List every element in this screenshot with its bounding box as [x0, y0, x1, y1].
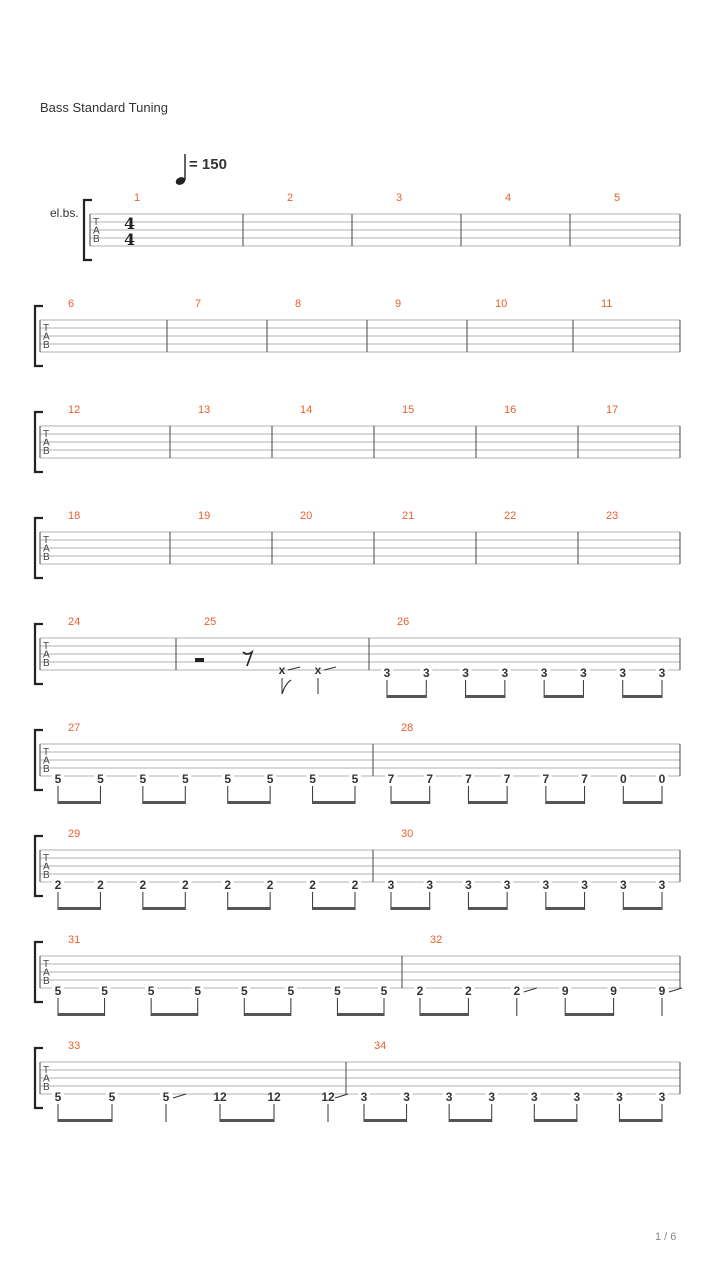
fret-number: 3 [616, 1090, 623, 1104]
tab-clef-letter: A [43, 649, 50, 661]
fret-number: 3 [383, 666, 391, 680]
tab-clef-letter: B [43, 1082, 50, 1093]
measure-number: 18 [68, 510, 81, 522]
fret-number: 3 [360, 1090, 368, 1104]
note-beam [337, 1013, 384, 1016]
note-beam [468, 801, 507, 804]
tab-clef-letter: A [43, 755, 50, 767]
fret-number: 3 [573, 1090, 581, 1104]
fret-number: 7 [581, 772, 588, 786]
tab-clef-letter: T [43, 323, 50, 334]
measure-number: 16 [504, 404, 517, 416]
tab-clef-letter: B [43, 870, 50, 881]
fret-number: 3 [422, 666, 430, 680]
measure-number: 15 [402, 404, 415, 416]
measure-number: 34 [374, 1040, 387, 1052]
measure-number: 20 [300, 510, 313, 522]
note-beam [391, 907, 430, 910]
fret-number: 2 [181, 878, 189, 892]
slide-mark [288, 667, 300, 670]
half-rest-icon [195, 658, 204, 662]
measure-number: 22 [504, 510, 517, 522]
tab-clef-letter: B [43, 340, 50, 351]
fret-number: 3 [542, 878, 550, 892]
measure-number: 26 [397, 616, 410, 628]
measure-number: 31 [68, 934, 81, 946]
tab-clef-letter: A [93, 225, 100, 237]
slide-mark [335, 1094, 348, 1098]
dead-note: x [314, 663, 322, 677]
tempo-marking: = 150 [189, 156, 227, 173]
fret-number: 3 [658, 666, 666, 680]
note-beam [244, 1013, 291, 1016]
fret-number: 3 [619, 878, 627, 892]
measure-number: 17 [606, 404, 619, 416]
tab-clef-letter: T [43, 853, 50, 864]
fret-number: 2 [351, 878, 359, 892]
fret-number: 2 [513, 984, 521, 998]
fret-number: 5 [101, 984, 108, 998]
fret-number: 9 [610, 984, 617, 998]
measure-number: 30 [401, 828, 414, 840]
measure-number: 7 [195, 298, 202, 310]
fret-number: 3 [580, 666, 587, 680]
fret-number: 3 [540, 666, 548, 680]
fret-number: 12 [213, 1090, 227, 1104]
measure-number: 3 [396, 192, 403, 204]
time-signature-top: 4 [124, 214, 136, 233]
fret-number: 12 [267, 1090, 281, 1104]
fret-number: 5 [380, 984, 388, 998]
fret-number: 5 [334, 984, 341, 998]
tab-clef-letter: T [43, 959, 50, 970]
fret-number: 3 [619, 666, 627, 680]
note-beam [58, 1119, 112, 1122]
fret-number: 9 [561, 984, 569, 998]
tab-clef-letter: A [43, 861, 50, 873]
measure-number: 5 [614, 192, 621, 204]
note-beam [58, 1013, 105, 1016]
fret-number: 3 [426, 878, 434, 892]
note-beam [364, 1119, 407, 1122]
tab-clef-letter: A [43, 1073, 50, 1085]
slide-mark [173, 1094, 186, 1098]
measure-number: 12 [68, 404, 81, 416]
tab-clef-letter: B [43, 446, 50, 457]
note-beam [623, 695, 662, 698]
note-beam [466, 695, 505, 698]
fret-number: 2 [416, 984, 424, 998]
fret-number: 5 [309, 772, 316, 786]
tab-clef-letter: T [43, 535, 50, 546]
note-beam [546, 907, 585, 910]
fret-number: 2 [224, 878, 232, 892]
fret-number: 5 [97, 772, 104, 786]
measure-number: 13 [198, 404, 211, 416]
measure-number: 11 [601, 298, 613, 310]
measure-number: 32 [430, 934, 443, 946]
tab-clef-letter: A [43, 967, 50, 979]
tab-clef-letter: B [43, 764, 50, 775]
measure-number: 29 [68, 828, 81, 840]
fret-number: 7 [426, 772, 434, 786]
fret-number: 3 [658, 1090, 666, 1104]
fret-number: 9 [658, 984, 666, 998]
fret-number: 3 [503, 878, 511, 892]
dead-note: x [278, 663, 286, 677]
fret-number: 5 [181, 772, 189, 786]
note-beam [143, 801, 185, 804]
measure-number: 6 [68, 298, 75, 310]
tab-clef-letter: B [43, 976, 50, 987]
fret-number: 3 [530, 1090, 538, 1104]
note-beam [313, 907, 355, 910]
measure-number: 28 [401, 722, 414, 734]
note-beam [58, 907, 100, 910]
tab-clef-letter: B [93, 234, 100, 245]
fret-number: 0 [658, 772, 666, 786]
fret-number: 5 [139, 772, 147, 786]
instrument-label: el.bs. [50, 206, 79, 220]
time-signature-bottom: 4 [124, 230, 136, 249]
fret-number: 5 [54, 984, 62, 998]
fret-number: 3 [488, 1090, 496, 1104]
measure-number: 4 [505, 192, 512, 204]
fret-number: 2 [97, 878, 104, 892]
measure-number: 19 [198, 510, 211, 522]
fret-number: 7 [503, 772, 511, 786]
fret-number: 5 [108, 1090, 116, 1104]
measure-number: 24 [68, 616, 81, 628]
note-beam [143, 907, 185, 910]
note-beam [387, 695, 426, 698]
note-beam [391, 801, 430, 804]
note-beam [619, 1119, 662, 1122]
slide-mark [524, 988, 537, 992]
fret-number: 2 [139, 878, 147, 892]
fret-number: 3 [581, 878, 588, 892]
fret-number: 5 [266, 772, 274, 786]
measure-number: 33 [68, 1040, 81, 1052]
tab-clef-letter: T [43, 429, 50, 440]
fret-number: 5 [54, 772, 62, 786]
fret-number: 3 [658, 878, 666, 892]
fret-number: 5 [224, 772, 232, 786]
page-number: 1 / 6 [655, 1231, 677, 1243]
fret-number: 5 [54, 1090, 62, 1104]
fret-number: 3 [445, 1090, 453, 1104]
fret-number: 3 [387, 878, 395, 892]
fret-number: 2 [266, 878, 274, 892]
slide-mark [324, 667, 336, 670]
fret-number: 2 [54, 878, 62, 892]
measure-number: 23 [606, 510, 619, 522]
tab-clef-letter: B [43, 552, 50, 563]
fret-number: 5 [351, 772, 359, 786]
note-beam [228, 907, 270, 910]
measure-number: 14 [300, 404, 313, 416]
fret-number: 2 [465, 984, 472, 998]
fret-number: 5 [287, 984, 295, 998]
measure-number: 1 [134, 192, 141, 204]
note-beam [220, 1119, 274, 1122]
note-beam [534, 1119, 577, 1122]
note-beam [546, 801, 585, 804]
fret-number: 12 [321, 1090, 335, 1104]
note-beam [544, 695, 583, 698]
note-beam [420, 1013, 468, 1016]
measure-number: 9 [395, 298, 402, 310]
measure-number: 10 [495, 298, 508, 310]
note-beam [58, 801, 100, 804]
fret-number: 7 [542, 772, 550, 786]
fret-number: 5 [147, 984, 155, 998]
slide-mark [669, 988, 682, 992]
tab-clef-letter: A [43, 437, 50, 449]
fret-number: 7 [387, 772, 395, 786]
measure-number: 25 [204, 616, 217, 628]
fret-number: 7 [465, 772, 472, 786]
note-beam [449, 1119, 492, 1122]
fret-number: 3 [403, 1090, 410, 1104]
note-beam [623, 907, 662, 910]
fret-number: 5 [194, 984, 202, 998]
fret-number: 3 [465, 878, 472, 892]
fret-number: 3 [462, 666, 469, 680]
tab-clef-letter: T [43, 641, 50, 652]
grace-flag [282, 680, 291, 694]
fret-number: 5 [162, 1090, 170, 1104]
tab-clef-letter: A [43, 331, 50, 343]
fret-number: 2 [309, 878, 316, 892]
tab-clef-letter: A [43, 543, 50, 555]
note-beam [623, 801, 662, 804]
tab-clef-letter: B [43, 658, 50, 669]
note-beam [151, 1013, 198, 1016]
measure-number: 2 [287, 192, 294, 204]
tab-clef-letter: T [43, 747, 50, 758]
note-beam [313, 801, 355, 804]
note-beam [468, 907, 507, 910]
tab-clef-letter: T [93, 217, 100, 228]
measure-number: 21 [402, 510, 415, 522]
fret-number: 5 [240, 984, 248, 998]
measure-number: 8 [295, 298, 302, 310]
note-beam [565, 1013, 613, 1016]
fret-number: 0 [619, 772, 627, 786]
fret-number: 3 [501, 666, 509, 680]
measure-number: 27 [68, 722, 81, 734]
note-beam [228, 801, 270, 804]
tab-clef-letter: T [43, 1065, 50, 1076]
tuning-label: Bass Standard Tuning [40, 100, 168, 115]
